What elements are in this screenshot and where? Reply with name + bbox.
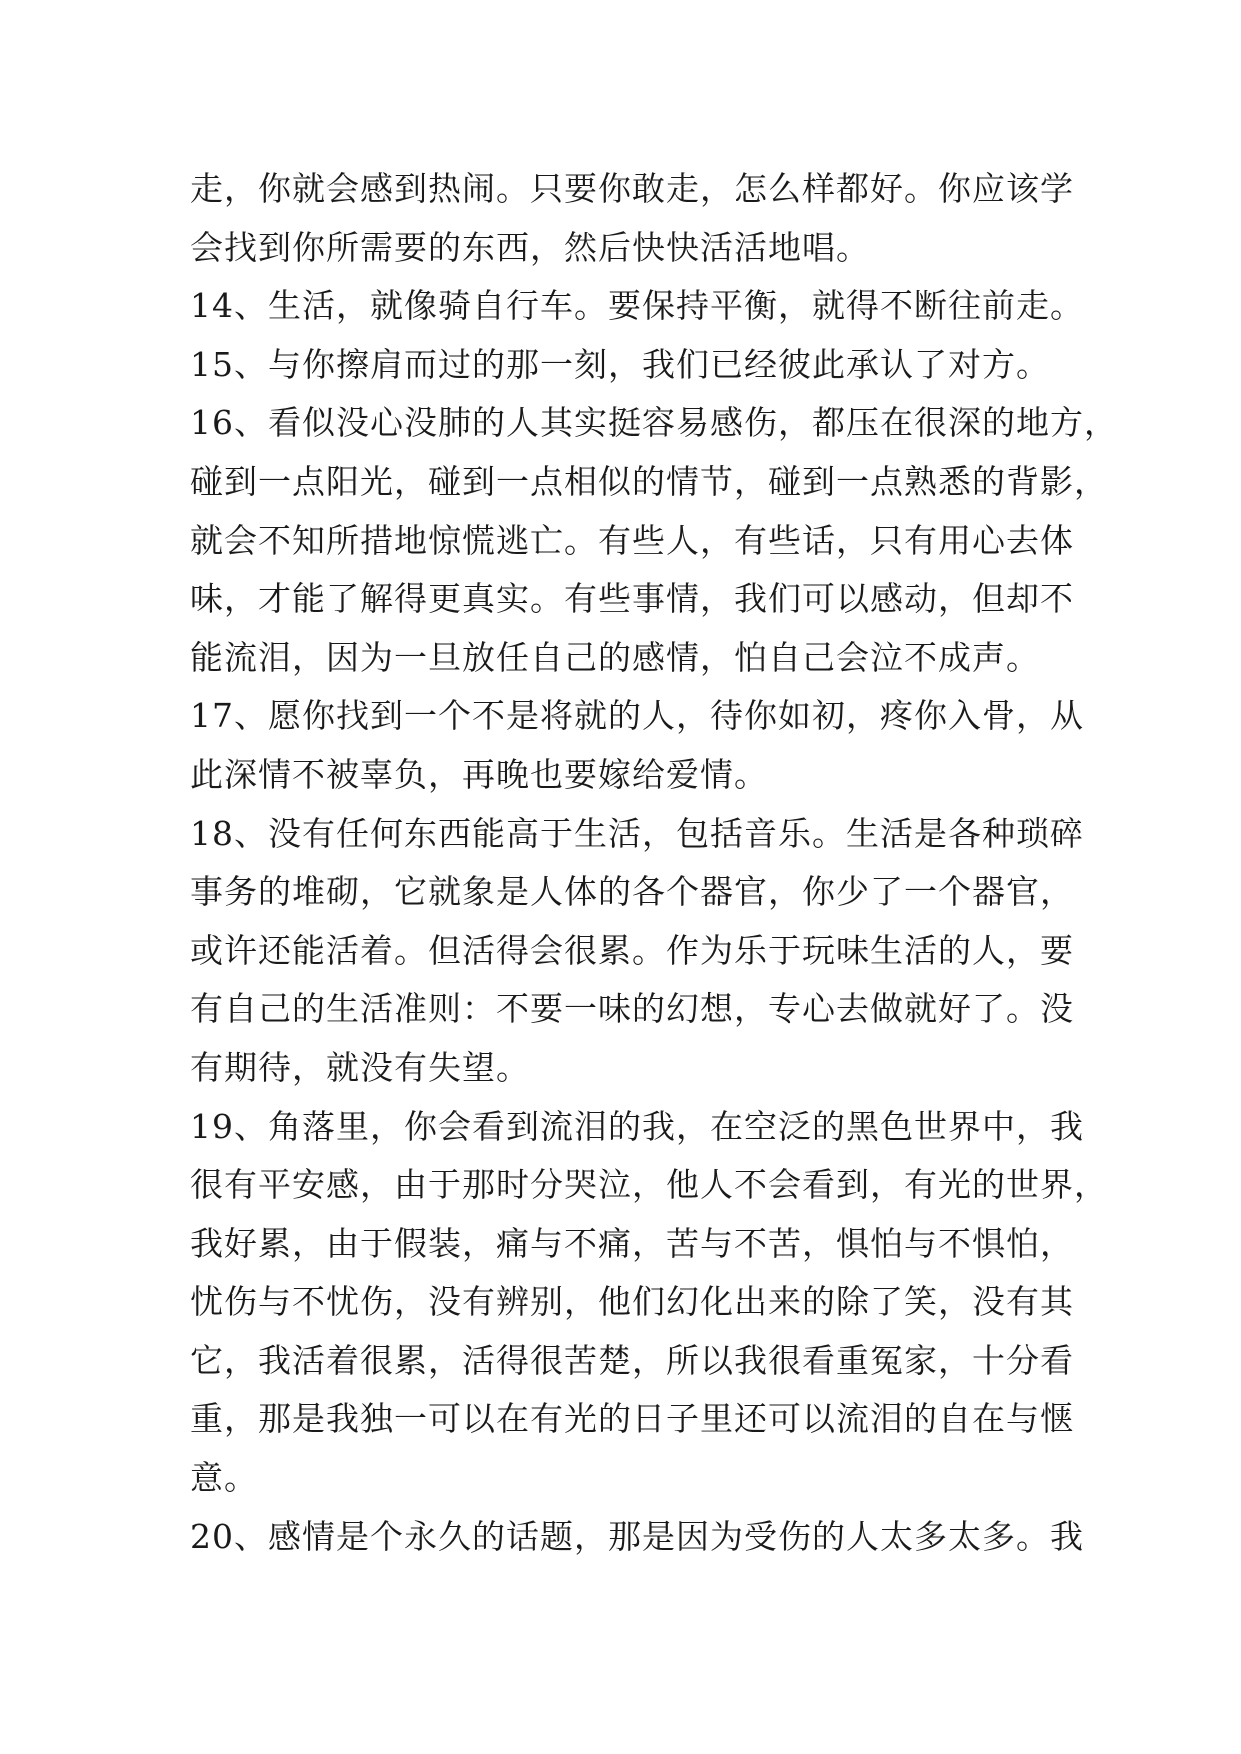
- text-line-10: 17、愿你找到一个不是将就的人，待你如初，疼你入骨，从: [190, 696, 1084, 736]
- text-line-16: 有期待，就没有失望。: [190, 1047, 530, 1087]
- text-line-8: 味，才能了解得更真实。有些事情，我们可以感动，但却不: [190, 579, 1074, 619]
- text-line-6: 碰到一点阳光，碰到一点相似的情节，碰到一点熟悉的背影，: [190, 461, 1108, 501]
- body-text: [190, 160, 1118, 1566]
- text-line-15: 有自己的生活准则：不要一味的幻想，专心去做就好了。没: [190, 989, 1074, 1029]
- text-line-24: 20、感情是个永久的话题，那是因为受伤的人太多太多。我: [190, 1516, 1084, 1556]
- text-line-21: 它，我活着很累，活得很苦楚，所以我很看重冤家，十分看: [190, 1340, 1074, 1380]
- text-line-19: 我好累，由于假装，痛与不痛，苦与不苦，惧怕与不惧怕，: [190, 1223, 1074, 1263]
- text-line-7: 就会不知所措地惊慌逃亡。有些人，有些话，只有用心去体: [190, 520, 1074, 560]
- text-line-14: 或许还能活着。但活得会很累。作为乐于玩味生活的人，要: [190, 930, 1074, 970]
- text-line-23: 意。: [190, 1458, 258, 1498]
- text-line-18: 很有平安感，由于那时分哭泣，他人不会看到，有光的世界，: [190, 1165, 1108, 1205]
- text-line-22: 重，那是我独一可以在有光的日子里还可以流泪的自在与惬: [190, 1399, 1074, 1439]
- text-line-17: 19、角落里，你会看到流泪的我，在空泛的黑色世界中，我: [190, 1106, 1084, 1146]
- text-line-20: 忧伤与不忧伤，没有辨别，他们幻化出来的除了笑，没有其: [190, 1282, 1074, 1322]
- text-line-2: 会找到你所需要的东西，然后快快活活地唱。: [190, 227, 870, 267]
- text-line-13: 事务的堆砌，它就象是人体的各个器官，你少了一个器官，: [190, 872, 1074, 912]
- text-line-9: 能流泪，因为一旦放任自己的感情，怕自己会泣不成声。: [190, 637, 1040, 677]
- text-line-3: 14、生活，就像骑自行车。要保持平衡，就得不断往前走。: [190, 286, 1084, 326]
- text-line-5: 16、看似没心没肺的人其实挺容易感伤，都压在很深的地方，: [190, 403, 1118, 443]
- text-line-12: 18、没有任何东西能高于生活，包括音乐。生活是各种琐碎: [190, 813, 1084, 853]
- text-line-1: 走，你就会感到热闹。只要你敢走，怎么样都好。你应该学: [190, 169, 1074, 208]
- text-line-11: 此深情不被辜负，再晚也要嫁给爱情。: [190, 754, 768, 794]
- text-line-4: 15、与你擦肩而过的那一刻，我们已经彼此承认了对方。: [190, 344, 1050, 384]
